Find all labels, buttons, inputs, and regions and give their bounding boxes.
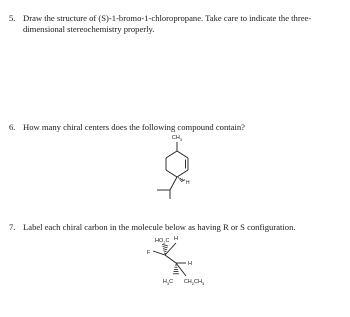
question-5-text-line1: Draw the structure of (S)-1-bromo-1-chloropropane. Take care to indicate the three-: [23, 13, 312, 23]
molecule-7-methyl-label: H3C: [162, 279, 174, 286]
question-7-text: Label each chiral carbon in the molecule below as having R or S configuration.: [23, 222, 296, 232]
question-7-number: 7.: [9, 222, 16, 232]
molecule-7-ethyl-label: CH2CH3: [183, 279, 205, 286]
question-6-number: 6.: [9, 122, 16, 132]
molecule-7-fluorine-label: F: [147, 250, 151, 256]
question-5-number: 5.: [9, 13, 16, 23]
molecule-7-bonds: [153, 243, 186, 276]
molecule-7-carboxyl-label: HO2C: [155, 238, 170, 245]
molecule-7-hydrogen-top-label: H: [174, 236, 178, 242]
question-6-text: How many chiral centers does the following compound contain?: [23, 122, 245, 132]
question-5-text-line2: dimensional stereochemistry properly.: [23, 24, 155, 34]
molecule-7-hydrogen-right-label: H: [188, 261, 192, 267]
molecule-6-methyl-label: CH3: [171, 135, 183, 142]
molecule-6-hydrogen-label: H: [186, 180, 190, 186]
